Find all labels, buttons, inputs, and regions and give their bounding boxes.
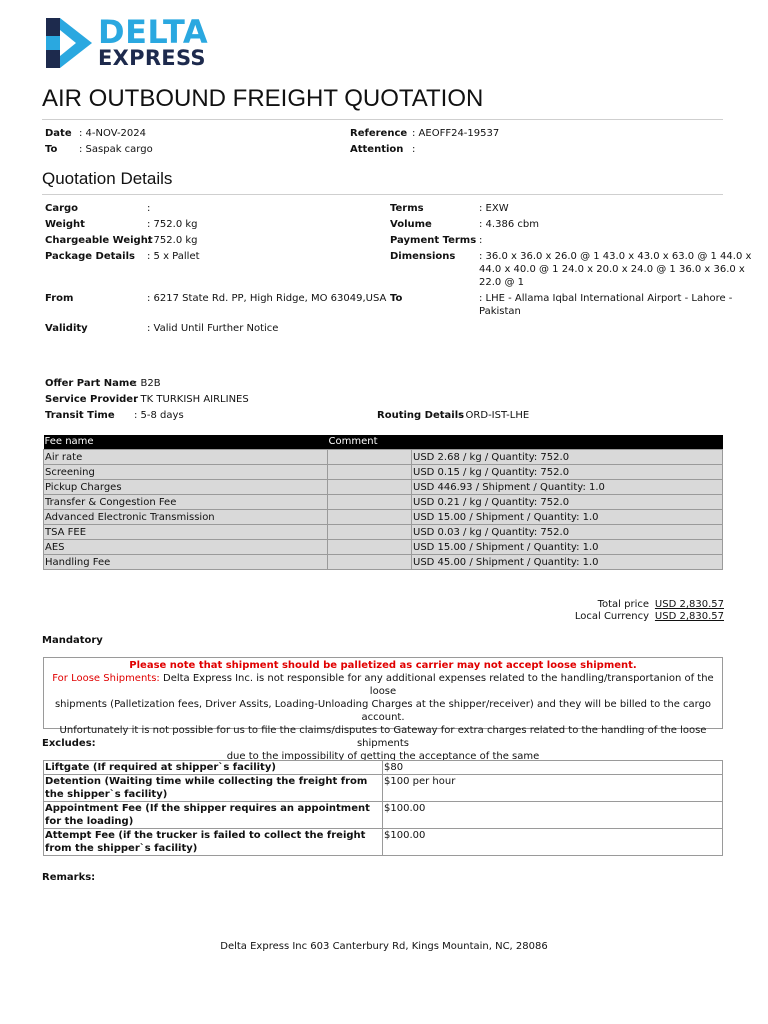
validity-label: Validity bbox=[45, 323, 88, 334]
attention-label: Attention bbox=[350, 144, 404, 155]
exclude-price: $100.00 bbox=[383, 829, 723, 856]
fee-amount: USD 0.03 / kg / Quantity: 752.0 bbox=[412, 525, 723, 540]
fee-comment bbox=[328, 540, 412, 555]
table-row bbox=[44, 775, 723, 802]
weight-label: Weight bbox=[45, 219, 85, 230]
reference-value: : AEOFF24-19537 bbox=[412, 128, 500, 139]
loose-shipment-text: Delta Express Inc. is not responsible for any additional expenses related to the handling/transportanion of the loose bbox=[159, 673, 714, 697]
terms-value: : EXW bbox=[479, 203, 509, 214]
table-row bbox=[44, 555, 723, 570]
to-value: : Saspak cargo bbox=[79, 144, 153, 155]
chargeable-weight-value: : 752.0 kg bbox=[147, 235, 198, 246]
table-row bbox=[44, 450, 723, 465]
fee-comment bbox=[328, 555, 412, 570]
offer-part-label: Offer Part Name bbox=[45, 378, 137, 389]
table-row bbox=[44, 465, 723, 480]
loose-shipment-text-line4: due to the impossibility of getting the acceptance of the same bbox=[226, 751, 540, 762]
logo-text-express: EXPRESS bbox=[98, 46, 206, 70]
comment-column-header: Comment bbox=[328, 435, 412, 450]
fee-amount: USD 446.93 / Shipment / Quantity: 1.0 bbox=[412, 480, 723, 495]
terms-label: Terms bbox=[390, 203, 424, 214]
fee-name: Pickup Charges bbox=[44, 480, 328, 495]
fee-name: Air rate bbox=[44, 450, 328, 465]
cargo-value: : bbox=[147, 203, 151, 214]
destination-value-line1: : LHE - Allama Iqbal International Airport - Lahore - bbox=[479, 293, 733, 304]
exclude-item: Attempt Fee (if the trucker is failed to collect the freight from the shipper`s facility) bbox=[44, 829, 383, 856]
routing-details-value: : ORD-IST-LHE bbox=[459, 410, 530, 421]
table-row bbox=[44, 480, 723, 495]
exclude-item: Appointment Fee (If the shipper requires an appointment for the loading) bbox=[44, 802, 383, 829]
dimensions-label: Dimensions bbox=[390, 251, 456, 262]
table-row bbox=[44, 510, 723, 525]
divider bbox=[42, 119, 723, 120]
fee-amount: USD 45.00 / Shipment / Quantity: 1.0 bbox=[412, 555, 723, 570]
cargo-label: Cargo bbox=[45, 203, 79, 214]
fee-comment bbox=[328, 495, 412, 510]
exclude-price: $100 per hour bbox=[383, 775, 723, 802]
package-details-label: Package Details bbox=[45, 251, 135, 262]
dimensions-value-line2: 44.0 x 40.0 @ 1 24.0 x 20.0 x 24.0 @ 1 36.0 x 36.0 x bbox=[479, 264, 745, 275]
attention-value: : bbox=[412, 144, 416, 155]
exclude-price: $100.00 bbox=[383, 802, 723, 829]
logo-text-delta: DELTA bbox=[98, 13, 209, 51]
exclude-item: Liftgate (If required at shipper`s facility) bbox=[44, 761, 383, 775]
dimensions-value-line3: 22.0 @ 1 bbox=[479, 277, 524, 288]
delta-logo-icon bbox=[46, 18, 92, 68]
fee-comment bbox=[328, 525, 412, 540]
table-row bbox=[44, 525, 723, 540]
loose-shipment-text-line2: shipments (Palletization fees, Driver Assits, Loading-Unloading Charges at the shipper/receiver) and they will be billed to the cargo account. bbox=[54, 699, 712, 723]
table-row bbox=[44, 540, 723, 555]
fee-comment bbox=[328, 480, 412, 495]
fee-name: AES bbox=[44, 540, 328, 555]
fee-comment bbox=[328, 465, 412, 480]
to-label: To bbox=[45, 144, 58, 155]
table-row bbox=[44, 761, 723, 775]
mandatory-heading: Mandatory bbox=[42, 635, 103, 646]
fee-name: Transfer & Congestion Fee bbox=[44, 495, 328, 510]
fee-amount: USD 15.00 / Shipment / Quantity: 1.0 bbox=[412, 540, 723, 555]
validity-value: : Valid Until Further Notice bbox=[147, 323, 279, 334]
loose-shipment-text-line3: Unfortunately it is not possible for us to file the claims/disputes to Gateway for extra charges related to the handling of the loose shipments bbox=[59, 725, 707, 749]
exclude-item: Detention (Waiting time while collecting the freight from the shipper`s facility) bbox=[44, 775, 383, 802]
fee-amount: USD 0.15 / kg / Quantity: 752.0 bbox=[412, 465, 723, 480]
footer-address: Delta Express Inc 603 Canterbury Rd, Kings Mountain, NC, 28086 bbox=[220, 941, 548, 952]
total-price-value: USD 2,830.57 bbox=[654, 599, 724, 610]
fee-name: Advanced Electronic Transmission bbox=[44, 510, 328, 525]
remarks-heading: Remarks: bbox=[42, 872, 96, 883]
volume-label: Volume bbox=[390, 219, 432, 230]
local-currency-label: Local Currency bbox=[574, 611, 649, 622]
fees-table-header bbox=[44, 435, 723, 450]
total-price-label: Total price bbox=[597, 599, 649, 610]
loose-shipment-text-line1 bbox=[44, 672, 722, 698]
local-currency-value: USD 2,830.57 bbox=[654, 611, 724, 622]
fee-name: Handling Fee bbox=[44, 555, 328, 570]
service-provider-value: : TK TURKISH AIRLINES bbox=[134, 394, 249, 405]
amount-column-header bbox=[412, 435, 723, 450]
offer-part-value: : B2B bbox=[134, 378, 161, 389]
fee-name: Screening bbox=[44, 465, 328, 480]
table-row bbox=[44, 495, 723, 510]
volume-value: : 4.386 cbm bbox=[479, 219, 539, 230]
fee-name-column-header: Fee name bbox=[44, 435, 328, 450]
palletize-warning: Please note that shipment should be palletized as carrier may not accept loose shipment. bbox=[129, 660, 637, 671]
divider bbox=[42, 194, 723, 195]
excludes-heading: Excludes: bbox=[42, 738, 96, 749]
date-label: Date bbox=[45, 128, 72, 139]
routing-details-label: Routing Details bbox=[377, 410, 465, 421]
table-row bbox=[44, 802, 723, 829]
table-row bbox=[44, 829, 723, 856]
page-title: AIR OUTBOUND FREIGHT QUOTATION bbox=[42, 85, 484, 112]
reference-label: Reference bbox=[350, 128, 408, 139]
destination-value-line2: Pakistan bbox=[479, 306, 521, 317]
date-value: : 4-NOV-2024 bbox=[79, 128, 147, 139]
package-details-value: : 5 x Pallet bbox=[147, 251, 200, 262]
destination-label: To bbox=[390, 293, 403, 304]
weight-value: : 752.0 kg bbox=[147, 219, 198, 230]
quotation-details-heading: Quotation Details bbox=[42, 169, 173, 188]
service-provider-label: Service Provider bbox=[45, 394, 139, 405]
chargeable-weight-label: Chargeable Weight bbox=[45, 235, 153, 246]
payment-terms-label: Payment Terms bbox=[390, 235, 477, 246]
fee-amount: USD 15.00 / Shipment / Quantity: 1.0 bbox=[412, 510, 723, 525]
fee-name: TSA FEE bbox=[44, 525, 328, 540]
from-value: : 6217 State Rd. PP, High Ridge, MO 63049,USA bbox=[147, 293, 387, 304]
fee-amount: USD 0.21 / kg / Quantity: 752.0 bbox=[412, 495, 723, 510]
fee-amount: USD 2.68 / kg / Quantity: 752.0 bbox=[412, 450, 723, 465]
payment-terms-value: : bbox=[479, 235, 483, 246]
fees-table bbox=[43, 435, 723, 570]
transit-time-label: Transit Time bbox=[45, 410, 115, 421]
from-label: From bbox=[45, 293, 74, 304]
exclude-price: $80 bbox=[383, 761, 723, 775]
dimensions-value-line1: : 36.0 x 36.0 x 26.0 @ 1 43.0 x 43.0 x 63.0 @ 1 44.0 x bbox=[479, 251, 752, 262]
transit-time-value: : 5-8 days bbox=[134, 410, 184, 421]
loose-shipments-label: For Loose Shipments: bbox=[52, 673, 160, 684]
fee-comment bbox=[328, 510, 412, 525]
fee-comment bbox=[328, 450, 412, 465]
excludes-table bbox=[43, 760, 723, 856]
